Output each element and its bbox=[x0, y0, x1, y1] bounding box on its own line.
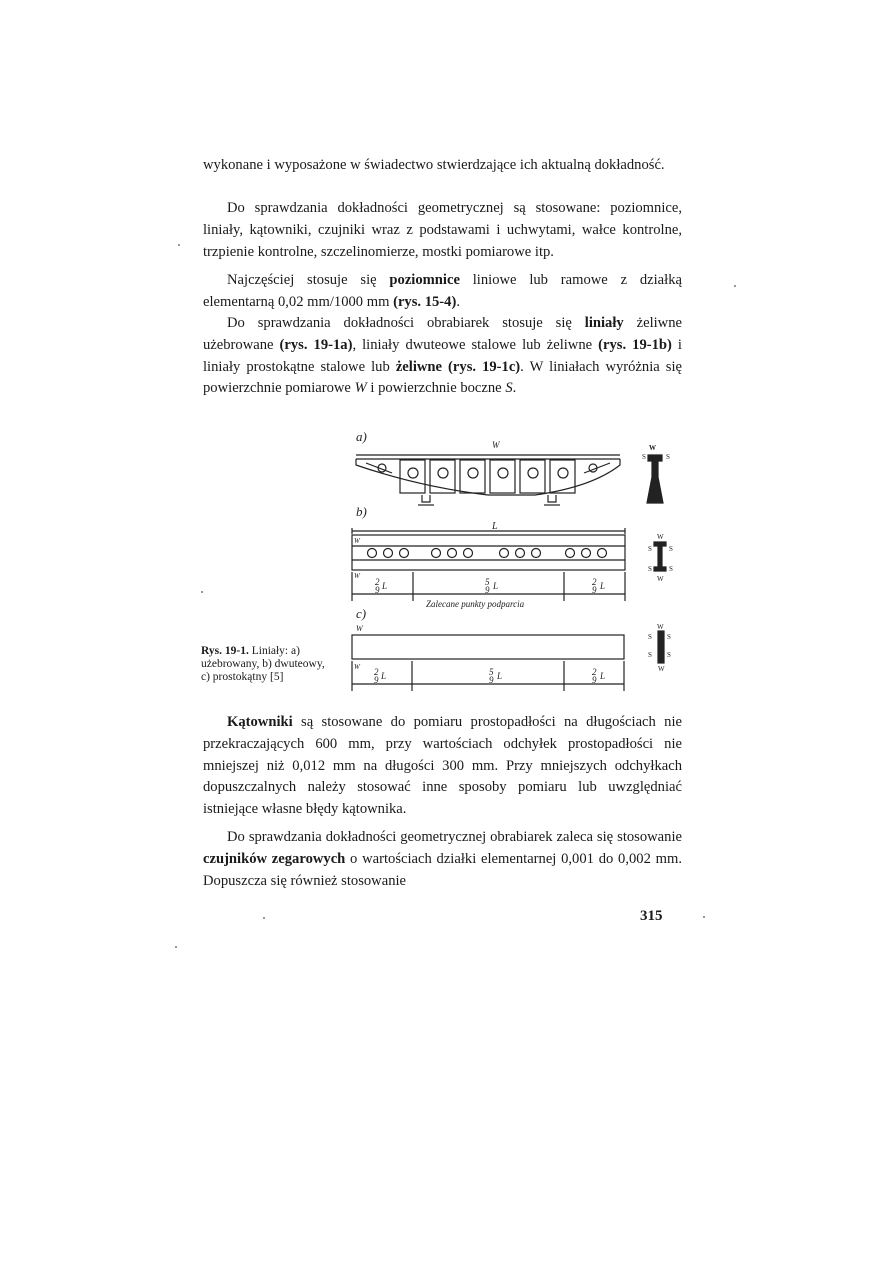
frac-den: 9 bbox=[489, 675, 494, 685]
label-b: b) bbox=[356, 504, 367, 519]
section-w: W bbox=[657, 575, 664, 583]
scan-speck bbox=[175, 946, 177, 948]
label-a: a) bbox=[356, 429, 367, 444]
text-run: żeliwne użebrowane bbox=[203, 315, 682, 353]
support-note: Zalecane punkty podparcia bbox=[426, 599, 525, 609]
paragraph-1 bbox=[203, 155, 682, 177]
figure-reference: żeliwne (rys. 19-1c) bbox=[395, 358, 521, 375]
text-run: i liniały prostokątne stalowe lub bbox=[203, 336, 682, 375]
text-run: są stosowane do pomiaru prostopadłości na długościach nie przekraczających 600 mm, przy wartościach odchyłek prostopadłości nie mniejszej niż 0,012 mm na długości 300 mm. Przy mniejszych odchyłkach dopuszczalnych należy stosować inne sposoby pomiaru lub uwzględniać istniejące własne błędy kątownika. bbox=[203, 714, 682, 818]
paragraph-3 bbox=[203, 270, 682, 314]
text-run: Najczęściej stosuje się bbox=[227, 272, 390, 288]
section-s: S bbox=[667, 633, 671, 641]
frac-num: 2 bbox=[375, 577, 380, 587]
section-s: S bbox=[669, 545, 673, 553]
frac-num: 5 bbox=[489, 667, 494, 677]
frac-den: 9 bbox=[374, 675, 379, 685]
label-w-a: W bbox=[492, 440, 500, 450]
page-number: 315 bbox=[640, 908, 663, 924]
rectangular-section bbox=[658, 631, 664, 663]
bold-term: czujników zegarowych bbox=[203, 850, 346, 867]
paragraph-5 bbox=[203, 712, 682, 821]
figure-reference: (rys. 19-1b) bbox=[598, 336, 672, 353]
paragraph-2 bbox=[203, 198, 682, 263]
scan-speck bbox=[201, 591, 203, 593]
section-s: S bbox=[667, 651, 671, 659]
section-w: W bbox=[657, 533, 664, 541]
text-run: Do sprawdzania dokładności obrabiarek stosuje się bbox=[227, 315, 585, 331]
paragraph-2-text: Do sprawdzania dokładności geometrycznej są stosowane: poziomnice, liniały, kątowniki, czujniki wraz z podstawami i uchwytami, wałce kontrolne, trzpienie kontrolne, szczelinomierze, mostki pomiarowe itp. bbox=[203, 200, 682, 260]
ribbed-section bbox=[642, 444, 670, 503]
frac-l: L bbox=[381, 671, 387, 681]
bold-term: liniały bbox=[584, 315, 624, 331]
section-w: W bbox=[657, 623, 664, 631]
paragraph-4 bbox=[203, 313, 682, 400]
figure-caption bbox=[201, 645, 331, 684]
symbol-s: S bbox=[505, 380, 513, 397]
label-l: L bbox=[492, 521, 498, 532]
frac-den: 9 bbox=[375, 585, 380, 595]
frac-num: 5 bbox=[485, 577, 490, 587]
text-run: . bbox=[512, 380, 517, 397]
frac-num: 2 bbox=[592, 667, 597, 677]
scan-speck bbox=[178, 244, 180, 246]
section-s: S bbox=[648, 545, 652, 553]
section-s: S bbox=[669, 565, 673, 573]
section-s: S bbox=[648, 565, 652, 573]
frac-den: 9 bbox=[592, 585, 597, 595]
frac-den: 9 bbox=[485, 585, 490, 595]
section-w: W bbox=[649, 444, 656, 452]
symbol-w: W bbox=[354, 380, 367, 397]
bold-term: Kątowniki bbox=[227, 714, 293, 730]
section-s: S bbox=[648, 651, 652, 659]
paragraph-1-text: wykonane i wyposażone w świadectwo stwierdzające ich aktualną dokładność. bbox=[203, 157, 665, 173]
frac-l: L bbox=[600, 671, 606, 681]
w-top-b: W bbox=[354, 537, 360, 545]
section-w: W bbox=[658, 665, 665, 673]
text-run: . bbox=[456, 293, 460, 310]
frac-den: 9 bbox=[592, 675, 597, 685]
figure-reference: (rys. 15-4) bbox=[393, 293, 457, 310]
section-s: S bbox=[642, 453, 646, 461]
section-s: S bbox=[648, 633, 652, 641]
text-run: , liniały dwuteowe stalowe lub żeliwne bbox=[352, 336, 599, 353]
caption-text: Liniały: a) użebrowany, b) dwuteowy, c) prostokątny [5] bbox=[201, 645, 325, 683]
text-run: Do sprawdzania dokładności geometrycznej obrabiarek zaleca się stosowanie bbox=[227, 829, 682, 845]
frac-num: 2 bbox=[592, 577, 597, 587]
figure-reference: (rys. 19-1a) bbox=[279, 336, 353, 353]
frac-l: L bbox=[382, 581, 388, 591]
text-run: o wartościach działki elementarnej 0,001 do 0,002 mm. Dopuszcza się również stosowanie bbox=[203, 850, 682, 889]
scan-speck bbox=[263, 917, 265, 919]
scan-speck bbox=[734, 285, 736, 287]
label-c: c) bbox=[356, 606, 367, 621]
text-run: liniowe lub ramowe z działką elementarną 0,02 mm/1000 mm bbox=[203, 272, 682, 310]
text-run: . W liniałach wyróżnia się powierzchnie pomiarowe bbox=[203, 358, 682, 397]
frac-l: L bbox=[497, 671, 503, 681]
figure-19-1 bbox=[330, 425, 690, 695]
frac-num: 2 bbox=[374, 667, 379, 677]
caption-label: Rys. 19-1. bbox=[201, 645, 249, 657]
frac-l: L bbox=[600, 581, 606, 591]
i-beam-straightedge bbox=[352, 528, 625, 570]
paragraph-6 bbox=[203, 827, 682, 892]
w-bottom-b: W bbox=[354, 572, 360, 580]
rectangular-straightedge bbox=[352, 635, 624, 659]
text-run: i powierzchnie boczne bbox=[366, 380, 506, 397]
i-beam-section bbox=[654, 542, 666, 571]
w-bottom-c: W bbox=[354, 663, 360, 671]
w-top-c: W bbox=[356, 624, 363, 633]
bold-term: poziomnice bbox=[389, 272, 460, 288]
frac-l: L bbox=[493, 581, 499, 591]
support-dimension-c bbox=[352, 661, 624, 691]
scan-speck bbox=[703, 916, 705, 918]
section-s: S bbox=[666, 453, 670, 461]
ribbed-straightedge-front bbox=[356, 455, 620, 505]
